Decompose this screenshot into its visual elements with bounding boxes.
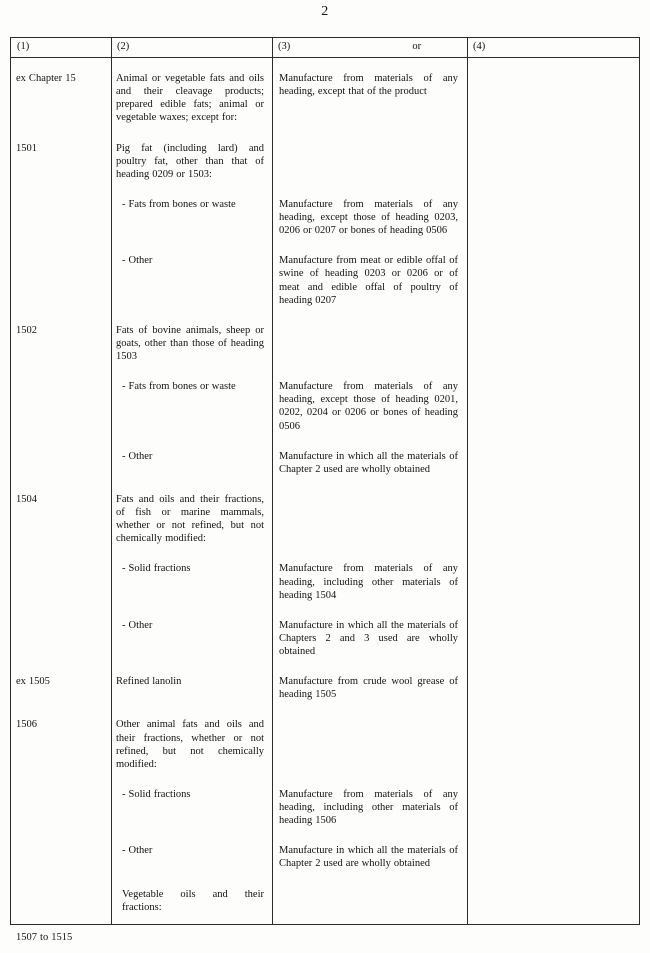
table-row bbox=[11, 442, 639, 485]
cell-heading-code bbox=[11, 442, 111, 485]
cell-working-rule: Manufacture in which all the materials of Chapters 2 and 3 used are wholly obtained bbox=[279, 619, 458, 657]
table-row bbox=[11, 611, 639, 667]
cell-working-rule bbox=[272, 134, 467, 190]
cell-heading-code bbox=[11, 554, 111, 610]
cell-working-rule: Manufacture from meat or edible offal of swine of heading 0203 or 0206 or of meat and edible offal of poultry of heading 0207 bbox=[279, 255, 458, 306]
table-row bbox=[11, 836, 639, 879]
cell-alternative-rule bbox=[467, 442, 639, 485]
cell-working-rule: Manufacture from materials of any heading, including other materials of heading 1504 bbox=[279, 563, 458, 601]
cell-product-description: Refined lanolin bbox=[116, 676, 182, 688]
cell-product-description: - Other bbox=[122, 450, 153, 462]
table-header-col3 bbox=[272, 38, 467, 57]
cell-heading-code: ex Chapter 15 bbox=[16, 73, 76, 84]
table-row bbox=[11, 880, 639, 923]
table-row bbox=[11, 246, 639, 316]
cell-product-description: - Fats from bones or waste bbox=[122, 198, 236, 210]
cell-alternative-rule bbox=[467, 372, 639, 442]
cell-heading-code bbox=[11, 190, 111, 246]
cell-working-rule: Manufacture from materials of any heading, except those of heading 0203, 0206 or 0207 or bones of heading 0506 bbox=[279, 198, 458, 237]
table-header-col1: (1) bbox=[17, 41, 30, 52]
cell-working-rule bbox=[272, 923, 467, 953]
table-row bbox=[11, 372, 639, 442]
rules-of-origin-table bbox=[10, 37, 640, 943]
cell-heading-code bbox=[11, 611, 111, 667]
cell-alternative-rule bbox=[467, 134, 639, 190]
cell-heading-code: 1501 bbox=[16, 142, 37, 154]
table-header-col4: (4) bbox=[473, 41, 486, 52]
cell-working-rule: Manufacture from materials of any heading, except those of heading 0201, 0202, 0204 or 0206 or bones of heading 0506 bbox=[279, 381, 458, 432]
cell-product-description: Vegetable oils and their fractions: bbox=[122, 888, 264, 913]
cell-alternative-rule bbox=[467, 836, 639, 879]
cell-alternative-rule bbox=[467, 667, 639, 710]
cell-heading-code: 1502 bbox=[16, 324, 37, 336]
cell-heading-code bbox=[11, 880, 111, 923]
cell-working-rule: Manufacture from materials of any heading, except that of the product bbox=[279, 73, 458, 98]
cell-heading-code bbox=[11, 372, 111, 442]
cell-working-rule bbox=[272, 316, 467, 372]
cell-working-rule: Manufacture from crude wool grease of heading 1505 bbox=[279, 676, 458, 701]
table-header-row bbox=[11, 38, 639, 58]
cell-product-description: Fats of bovine animals, sheep or goats, other than those of heading 1503 bbox=[116, 324, 264, 362]
cell-product-description: - Other bbox=[122, 255, 153, 267]
cell-working-rule bbox=[272, 710, 467, 780]
cell-working-rule: Manufacture from materials of any heading, including other materials of heading 1506 bbox=[279, 788, 458, 827]
table-row bbox=[11, 134, 639, 190]
cell-product-description: - Solid fractions bbox=[122, 563, 191, 575]
table-header-col2: (2) bbox=[117, 41, 130, 52]
cell-alternative-rule bbox=[467, 780, 639, 836]
cell-heading-code bbox=[11, 836, 111, 879]
page-number: 2 bbox=[321, 4, 329, 19]
cell-product-description: - Solid fractions bbox=[122, 788, 191, 800]
cell-alternative-rule bbox=[467, 710, 639, 780]
cell-alternative-rule bbox=[467, 611, 639, 667]
cell-product-description: - Fats from bones or waste bbox=[122, 381, 236, 393]
cell-alternative-rule bbox=[467, 246, 639, 316]
cell-working-rule: Manufacture in which all the materials of Chapter 2 used are wholly obtained bbox=[279, 450, 458, 475]
column-divider-3 bbox=[467, 38, 468, 924]
cell-product-description: - Other bbox=[122, 845, 153, 857]
cell-alternative-rule bbox=[467, 923, 639, 953]
table-header-or-label: or bbox=[412, 41, 422, 52]
table-body bbox=[11, 58, 639, 953]
cell-heading-code: 1506 bbox=[16, 719, 37, 731]
cell-product-description: - Other bbox=[122, 619, 153, 631]
table-row bbox=[11, 485, 639, 555]
table-row bbox=[11, 710, 639, 780]
table-row bbox=[11, 316, 639, 372]
column-divider-2 bbox=[272, 38, 273, 924]
cell-heading-code bbox=[11, 246, 111, 316]
table-row bbox=[11, 923, 639, 953]
cell-alternative-rule bbox=[467, 316, 639, 372]
cell-product-description: Fats and oils and their fractions, of fish or marine mammals, whether or not refined, but not chemically modified: bbox=[116, 493, 264, 545]
table-row bbox=[11, 190, 639, 246]
column-divider-1 bbox=[111, 38, 112, 924]
cell-alternative-rule bbox=[467, 58, 639, 134]
cell-product-description bbox=[111, 923, 272, 953]
cell-working-rule bbox=[272, 485, 467, 555]
cell-alternative-rule bbox=[467, 485, 639, 555]
table-row bbox=[11, 667, 639, 710]
table-row bbox=[11, 780, 639, 836]
cell-heading-code: 1504 bbox=[16, 493, 37, 505]
table-row bbox=[11, 58, 639, 134]
cell-working-rule bbox=[272, 880, 467, 923]
cell-alternative-rule bbox=[467, 190, 639, 246]
cell-working-rule: Manufacture in which all the materials of Chapter 2 used are wholly obtained bbox=[279, 845, 458, 870]
cell-alternative-rule bbox=[467, 554, 639, 610]
table-header-col3-label: (3) bbox=[278, 41, 291, 52]
cell-product-description: Animal or vegetable fats and oils and their cleavage products; prepared edible fats; animal or vegetable waxes; except for: bbox=[116, 73, 264, 124]
cell-alternative-rule bbox=[467, 880, 639, 923]
table-row bbox=[11, 554, 639, 610]
cell-product-description: Pig fat (including lard) and poultry fat, other than that of heading 0209 or 1503: bbox=[116, 142, 264, 180]
cell-heading-code: 1507 to 1515 bbox=[16, 931, 73, 943]
cell-heading-code: ex 1505 bbox=[16, 676, 50, 688]
cell-product-description: Other animal fats and oils and their fractions, whether or not refined, but not chemically modified: bbox=[116, 719, 264, 770]
cell-heading-code bbox=[11, 780, 111, 836]
